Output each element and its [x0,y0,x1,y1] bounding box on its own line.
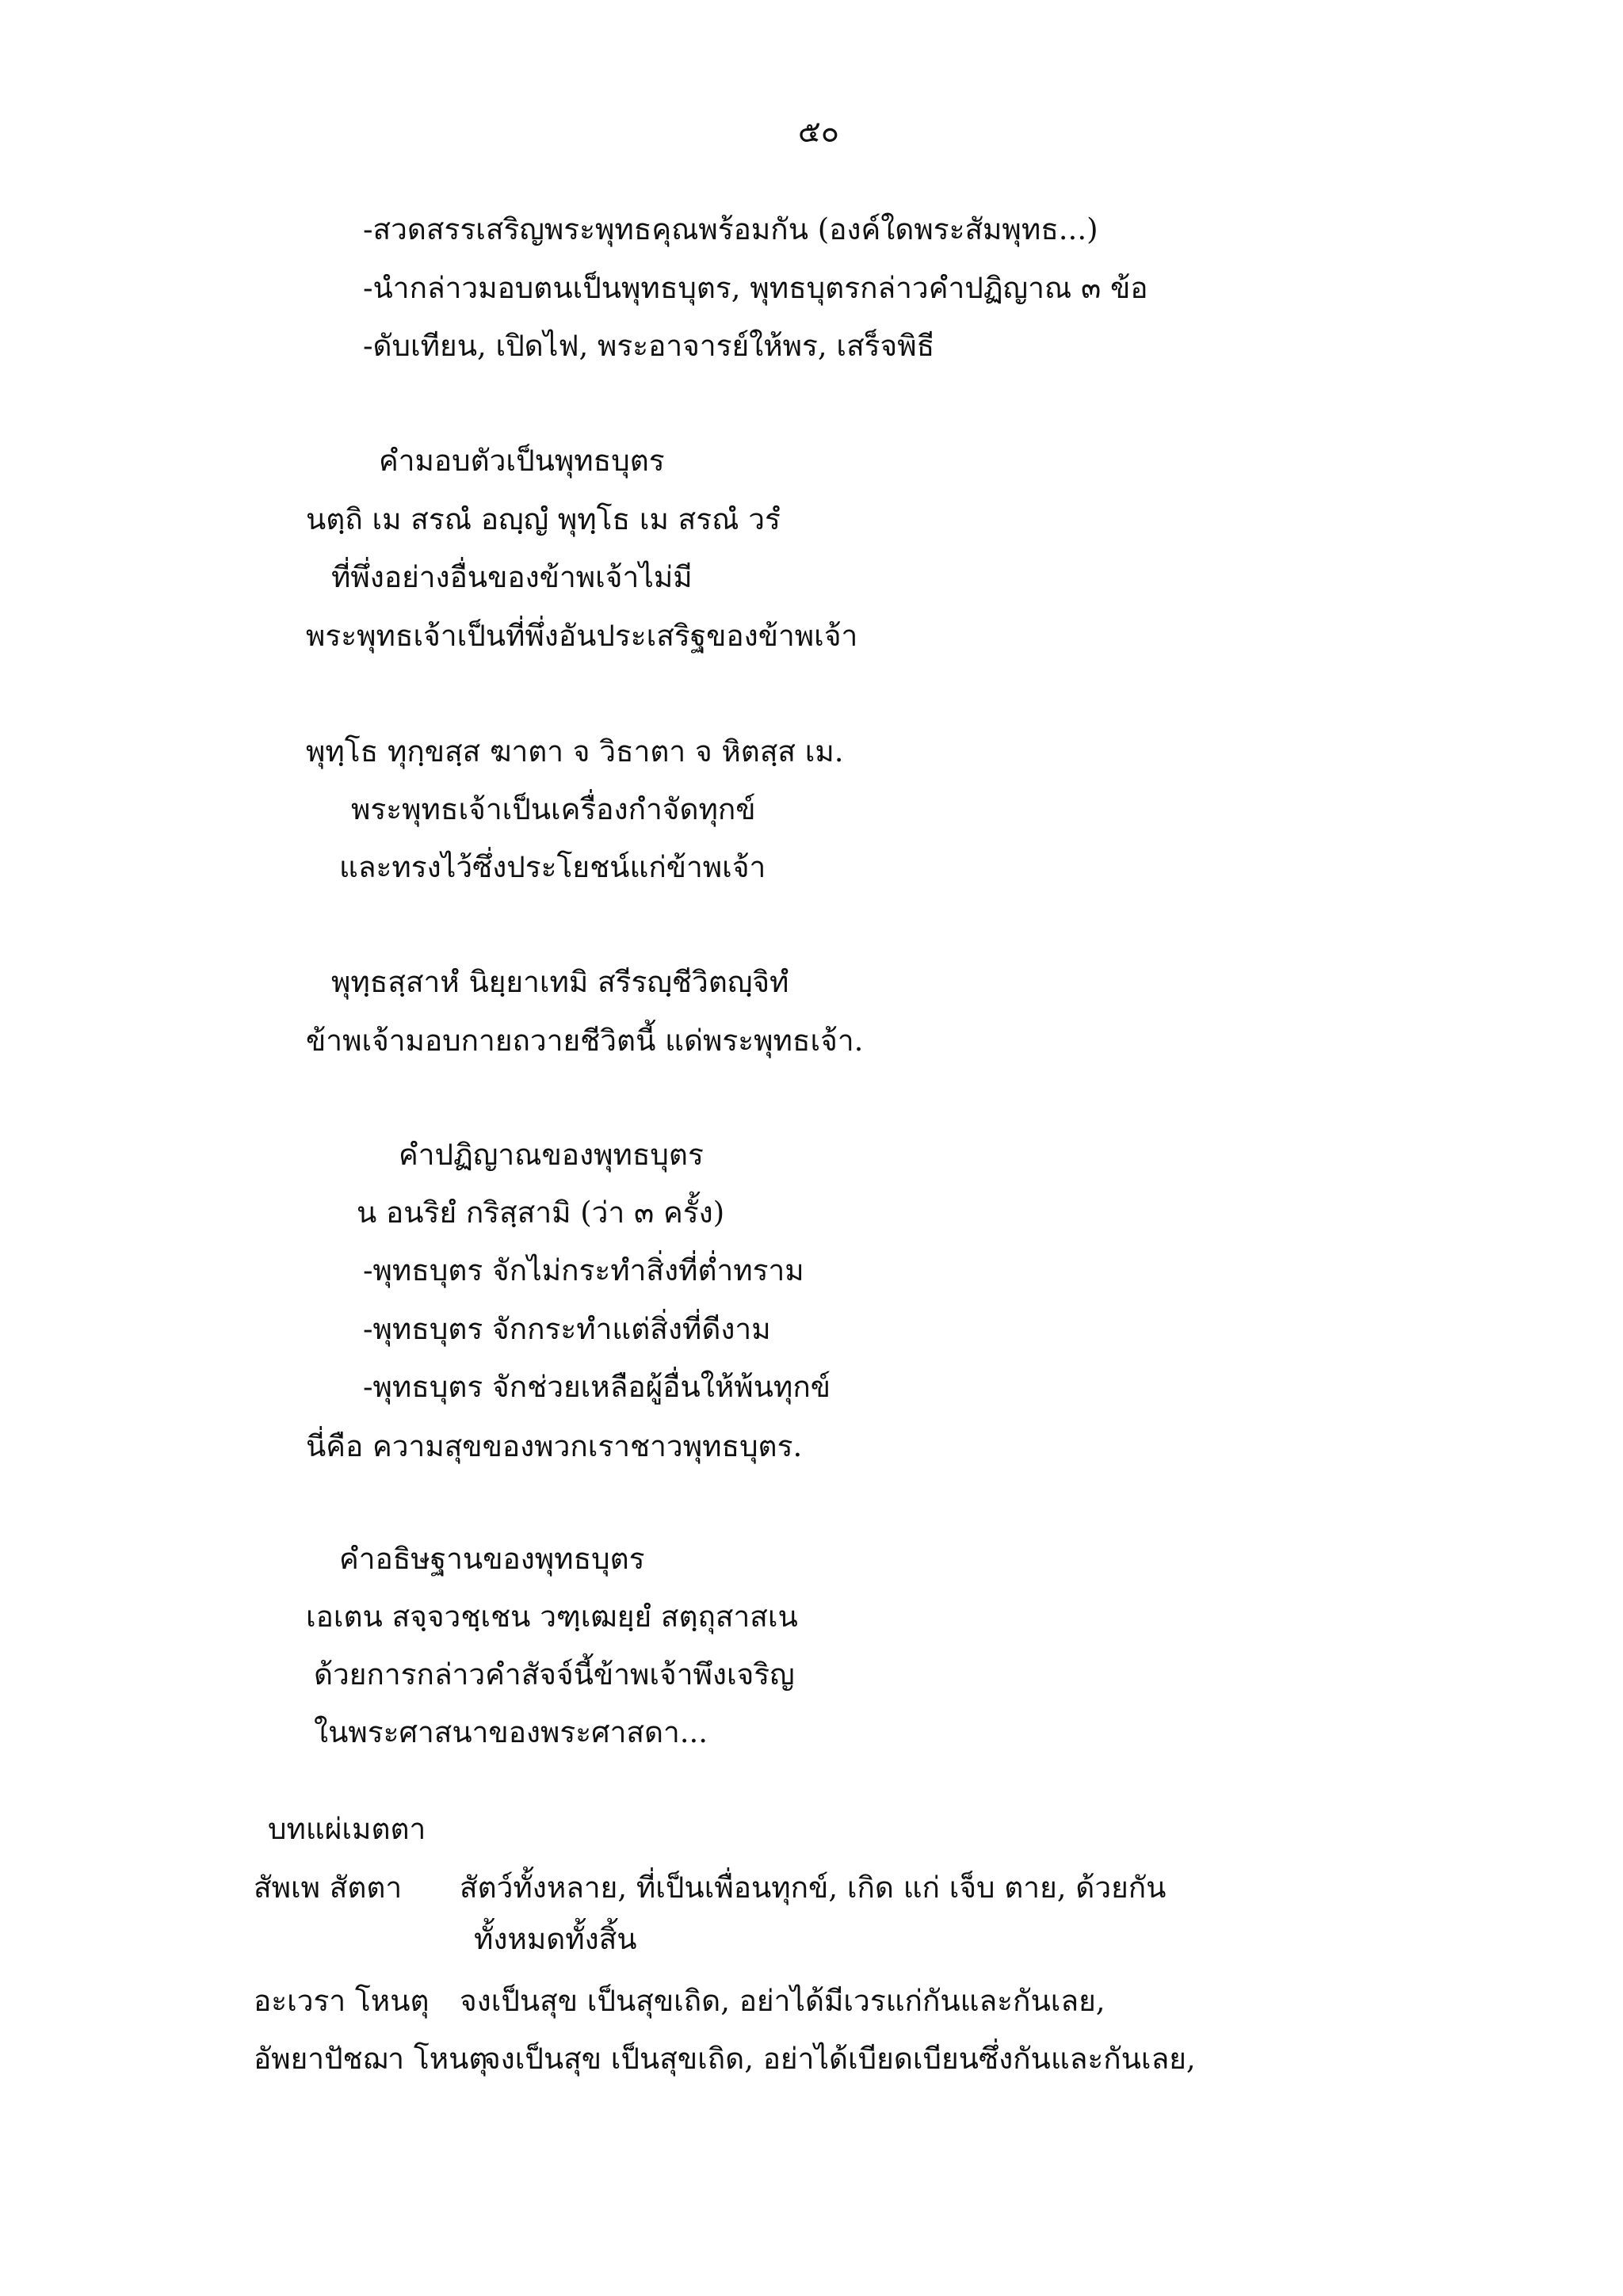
metta-pali: สัพเพ สัตตา [254,1871,403,1905]
thai-translation-line: ด้วยการกล่าวคำสัจจ์นี้ข้าพเจ้าพึงเจริญ [314,1657,795,1691]
metta-heading: บทแผ่เมตตา [268,1812,426,1846]
metta-pali: อัพยาปัชฌา โหนตุ [254,2042,488,2076]
pali-vow-line: น อนริยํ กริสฺสามิ (ว่า ๓ ครั้ง) [357,1196,725,1230]
metta-thai: จงเป็นสุข เป็นสุขเถิด, อย่าได้เบียดเบียนซึ่งกันและกันเลย, [483,2042,1196,2076]
vow-item: -พุทธบุตร จักช่วยเหลือผู้อื่นให้พ้นทุกข์ [363,1370,831,1404]
vows-heading: คำปฏิญาณของพุทธบุตร [399,1138,704,1172]
dedication-heading: คำมอบตัวเป็นพุทธบุตร [379,444,665,478]
resolution-heading: คำอธิษฐานของพุทธบุตร [339,1542,645,1576]
metta-pali: อะเวรา โหนตุ [254,1984,430,2018]
metta-thai: สัตว์ทั้งหลาย, ที่เป็นเพื่อนทุกข์, เกิด แก่ เจ็บ ตาย, ด้วยกัน [460,1871,1167,1905]
ceremony-step: -นำกล่าวมอบตนเป็นพุทธบุตร, พุทธบุตรกล่าวคำปฏิญาณ ๓ ข้อ [363,271,1148,305]
pali-verse-line: นตฺถิ เม สรณํ อญฺญํ พุทฺโธ เม สรณํ วรํ [306,502,781,536]
ceremony-step: -สวดสรรเสริญพระพุทธคุณพร้อมกัน (องค์ใดพระสัมพุทธ...) [363,212,1098,246]
vow-item: -พุทธบุตร จักไม่กระทำสิ่งที่ต่ำทราม [363,1253,804,1287]
pali-verse-line: เอเตน สจฺจวชฺเชน วฑฺเฒยฺยํ สตฺถุสาสเน [306,1600,798,1634]
metta-thai-continued: ทั้งหมดทั้งสิ้น [474,1922,637,1956]
thai-translation-line: ในพระศาสนาของพระศาสดา... [314,1715,708,1749]
thai-translation-line: ข้าพเจ้ามอบกายถวายชีวิตนี้ แด่พระพุทธเจ้า. [306,1024,864,1058]
vows-closing: นี่คือ ความสุขของพวกเราชาวพุทธบุตร. [306,1429,803,1463]
vow-item: -พุทธบุตร จักกระทำแต่สิ่งที่ดีงาม [363,1312,771,1346]
ceremony-step: -ดับเทียน, เปิดไฟ, พระอาจารย์ให้พร, เสร็จพิธี [363,329,935,363]
metta-thai: จงเป็นสุข เป็นสุขเถิด, อย่าได้มีเวรแก่กันและกันเลย, [460,1984,1106,2018]
thai-translation-line: พระพุทธเจ้าเป็นเครื่องกำจัดทุกข์ [351,792,756,826]
pali-verse-line: พุทฺโธ ทุกฺขสฺส ฆาตา จ วิธาตา จ หิตสฺส เม. [306,734,844,769]
page-number: ๕๐ [798,114,839,149]
thai-translation-line: และทรงไว้ซึ่งประโยชน์แก่ข้าพเจ้า [339,850,766,884]
thai-translation-line: ที่พึ่งอย่างอื่นของข้าพเจ้าไม่มี [331,560,693,594]
pali-verse-line: พุทฺธสฺสาหํ นิยฺยาเทมิ สรีรญฺชีวิตญฺจิทํ [331,965,789,999]
thai-translation-line: พระพุทธเจ้าเป็นที่พึ่งอันประเสริฐของข้าพเจ้า [306,619,858,653]
